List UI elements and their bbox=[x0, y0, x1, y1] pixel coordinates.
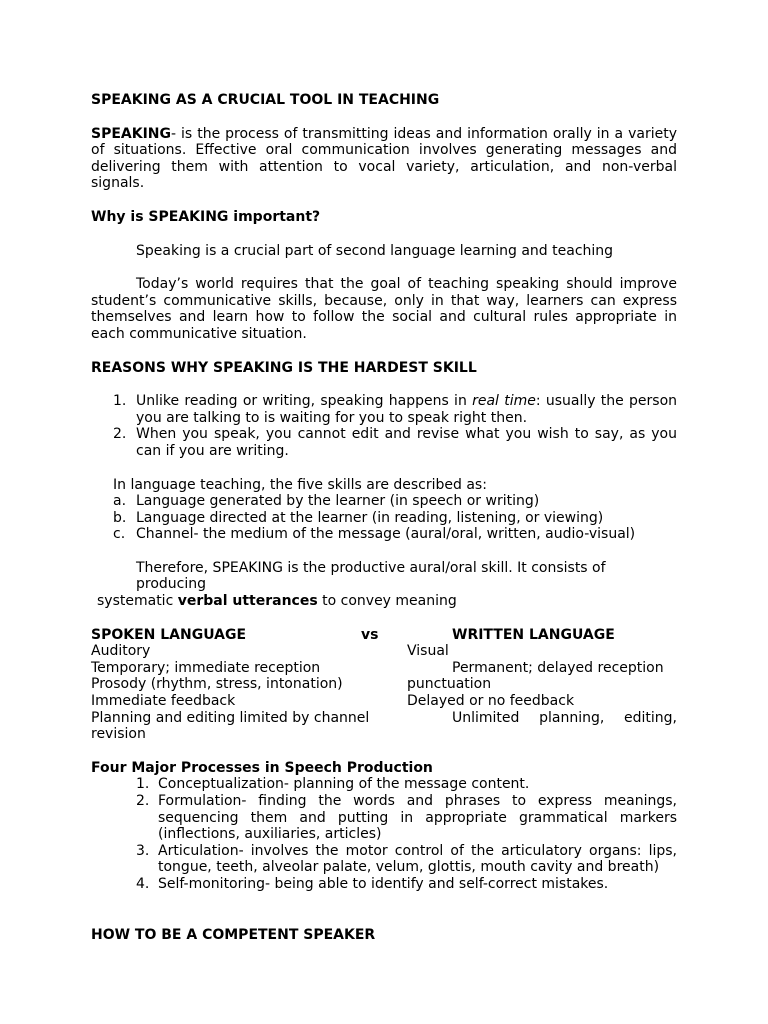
document-title: SPEAKING AS A CRUCIAL TOOL IN TEACHING bbox=[91, 92, 440, 108]
list-item-text: : usually the person you are talking to is waiting for you to speak right then. bbox=[136, 393, 678, 426]
list-letter: a. bbox=[113, 493, 127, 510]
list-item bbox=[91, 510, 677, 527]
spoken-cell: Prosody (rhythm, stress, intonation) bbox=[91, 676, 343, 693]
processes-heading: Four Major Processes in Speech Production bbox=[91, 759, 433, 776]
written-word: Unlimited bbox=[452, 709, 520, 726]
list-item bbox=[91, 843, 677, 876]
list-item bbox=[91, 393, 677, 426]
why-paragraph-1: Speaking is a crucial part of second language learning and teaching bbox=[136, 242, 614, 259]
therefore-text: to convey meaning bbox=[317, 593, 457, 610]
competent-speaker-heading: HOW TO BE A COMPETENT SPEAKER bbox=[91, 926, 376, 943]
comparison-row bbox=[91, 660, 677, 677]
document-page bbox=[91, 92, 677, 943]
written-word: editing, bbox=[624, 709, 677, 726]
list-item bbox=[91, 876, 677, 893]
reasons-heading: REASONS WHY SPEAKING IS THE HARDEST SKILL bbox=[91, 359, 477, 376]
written-cell bbox=[452, 710, 677, 727]
list-letter: b. bbox=[113, 509, 127, 526]
written-language-heading: WRITTEN LANGUAGE bbox=[452, 626, 615, 643]
list-number: 3. bbox=[136, 842, 150, 859]
list-item-text: Conceptualization- planning of the message content. bbox=[158, 776, 530, 793]
list-number: 2. bbox=[113, 426, 127, 443]
therefore-line-1: Therefore, SPEAKING is the productive aural/oral skill. It consists of producing bbox=[136, 559, 606, 593]
definition-text: - is the process of transmitting ideas and information orally in a variety of situations. Effective oral communication involves generating messages and delivering them with attention to vocal variety, articulation, and non-verbal signals. bbox=[91, 125, 677, 192]
comparison-row bbox=[91, 676, 677, 693]
spoken-cell: Planning and editing limited by channel bbox=[91, 709, 370, 726]
list-item bbox=[91, 793, 677, 843]
processes-list bbox=[91, 776, 677, 892]
written-cell: Permanent; delayed reception bbox=[452, 659, 664, 676]
why-heading: Why is SPEAKING important? bbox=[91, 208, 321, 225]
therefore-line-2 bbox=[91, 593, 677, 610]
written-word: planning, bbox=[539, 709, 605, 726]
speaking-definition bbox=[91, 126, 677, 192]
emphasis-text: real time bbox=[472, 393, 536, 410]
list-number: 1. bbox=[136, 776, 150, 793]
verbal-utterances-bold: verbal utterances bbox=[177, 593, 318, 610]
written-cell: Visual bbox=[407, 643, 449, 660]
list-item bbox=[91, 493, 677, 510]
list-item-text: Articulation- involves the motor control of the articulatory organs: lips, tongue, teeth, alveolar palate, velum, glottis, mouth cavity and breath) bbox=[158, 842, 677, 876]
list-item-text: Self-monitoring- being able to identify and self-correct mistakes. bbox=[158, 875, 609, 892]
definition-term: SPEAKING bbox=[91, 125, 172, 142]
comparison-row bbox=[91, 693, 677, 710]
list-item-text: Language generated by the learner (in speech or writing) bbox=[136, 493, 540, 510]
therefore-paragraph bbox=[91, 560, 677, 610]
comparison-row bbox=[91, 710, 677, 727]
list-item-text: When you speak, you cannot edit and revise what you wish to say, as you can if you are writing. bbox=[136, 426, 677, 459]
spoken-cell: revision bbox=[91, 726, 146, 743]
list-number: 2. bbox=[136, 793, 150, 809]
comparison-row bbox=[91, 726, 677, 743]
list-letter: c. bbox=[113, 526, 126, 543]
written-cell: punctuation bbox=[407, 676, 492, 693]
spoken-cell: Auditory bbox=[91, 643, 151, 660]
therefore-text: systematic bbox=[97, 593, 178, 610]
list-item-text: Formulation- finding the words and phrases to express meanings, sequencing them and putting in appropriate grammatical markers (inflections, auxiliaries, articles) bbox=[158, 793, 677, 843]
written-cell: Delayed or no feedback bbox=[407, 693, 575, 710]
list-item-text: Unlike reading or writing, speaking happens in bbox=[136, 393, 473, 410]
spoken-language-heading: SPOKEN LANGUAGE bbox=[91, 626, 247, 643]
spoken-cell: Immediate feedback bbox=[91, 693, 236, 710]
vs-label: vs bbox=[361, 626, 379, 643]
comparison-row bbox=[91, 643, 677, 660]
why-paragraph-2: Today’s world requires that the goal of teaching speaking should improve student’s communicative skills, because, only in that way, learners can express themselves and learn how to follow the social and cultural rules appropriate in each communicative situation. bbox=[91, 276, 677, 342]
spoken-cell: Temporary; immediate reception bbox=[91, 659, 321, 676]
list-item-text: Language directed at the learner (in reading, listening, or viewing) bbox=[136, 509, 604, 526]
list-number: 1. bbox=[113, 393, 127, 410]
reasons-list bbox=[91, 393, 677, 459]
list-item bbox=[91, 776, 677, 793]
list-item bbox=[91, 426, 677, 459]
comparison-header-row bbox=[91, 627, 677, 644]
skills-list bbox=[91, 493, 677, 543]
comparison-table bbox=[91, 627, 677, 743]
list-number: 4. bbox=[136, 875, 150, 892]
skills-intro: In language teaching, the five skills are described as: bbox=[113, 476, 487, 493]
list-item bbox=[91, 526, 677, 543]
list-item-text: Channel- the medium of the message (aural/oral, written, audio-visual) bbox=[136, 526, 636, 543]
